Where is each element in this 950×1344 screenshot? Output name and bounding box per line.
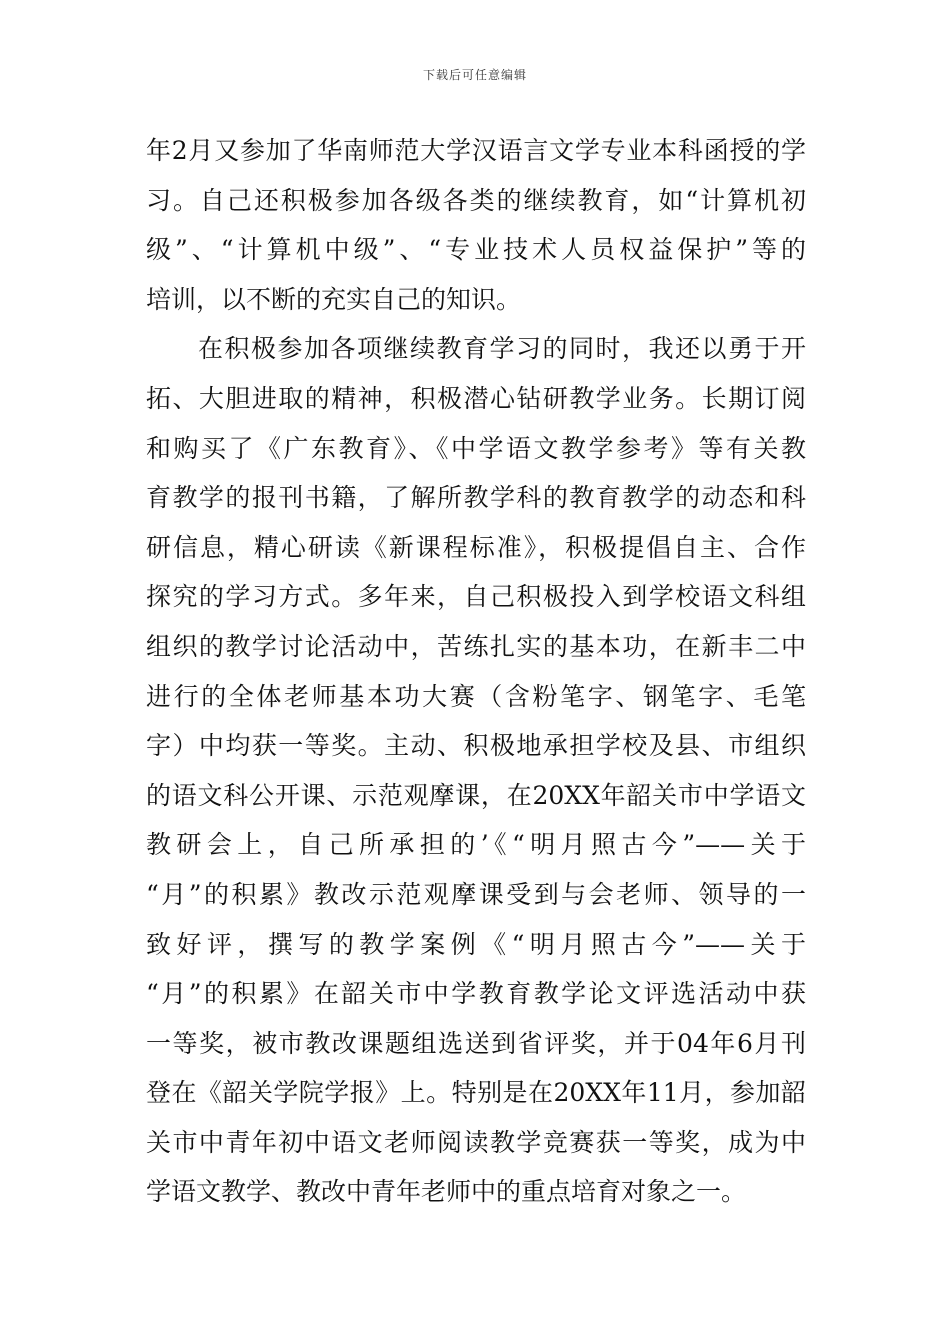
text-line: 一等奖，被市教改课题组选送到省评奖，并于04年6月刊 bbox=[146, 1028, 806, 1058]
text-line: “月”的积累》在韶关市中学教育教学论文评选活动中获 bbox=[146, 979, 806, 1009]
text-line: 探究的学习方式。多年来，自己积极投入到学校语文科组 bbox=[146, 582, 806, 612]
text-line: 育教学的报刊书籍，了解所教学科的教育教学的动态和科 bbox=[146, 483, 806, 513]
text-line: 字）中均获一等奖。主动、积极地承担学校及县、市组织 bbox=[146, 731, 806, 761]
text-line: 进行的全体老师基本功大赛（含粉笔字、钢笔字、毛笔 bbox=[146, 681, 806, 711]
text-line: 习。自己还积极参加各级各类的继续教育，如“计算机初 bbox=[146, 185, 806, 215]
text-line: 学语文教学、教改中青年老师中的重点培育对象之一。 bbox=[146, 1177, 747, 1207]
text-line: 和购买了《广东教育》、《中学语文教学参考》等有关教 bbox=[146, 433, 806, 463]
text-line: 拓、大胆进取的精神，积极潜心钻研教学业务。长期订阅 bbox=[146, 383, 806, 413]
text-line: 年2月又参加了华南师范大学汉语言文学专业本科函授的学 bbox=[146, 136, 806, 165]
text-line: 研信息，精心研读《新课程标准》，积极提倡自主、合作 bbox=[146, 532, 806, 562]
paragraph-2 bbox=[146, 324, 806, 1217]
text-line: 致好评，撰写的教学案例《“明月照古今”——关于 bbox=[146, 929, 806, 959]
text-line: 教研会上，自己所承担的’《“明月照古今”——关于 bbox=[146, 830, 806, 860]
text-line: 关市中青年初中语文老师阅读教学竞赛获一等奖，成为中 bbox=[146, 1127, 806, 1157]
paragraph-1 bbox=[146, 126, 806, 324]
text-line: 的语文科公开课、示范观摩课，在20XX年韶关市中学语文 bbox=[146, 780, 806, 810]
text-line: 级”、“计算机中级”、“专业技术人员权益保护”等的 bbox=[146, 235, 806, 265]
header-note: 下载后可任意编辑 bbox=[422, 68, 527, 82]
text-line: 登在《韶关学院学报》上。特别是在20XX年11月，参加韶 bbox=[146, 1078, 806, 1108]
text-line: 培训，以不断的充实自己的知识。 bbox=[146, 284, 522, 314]
text-line: 组织的教学讨论活动中，苦练扎实的基本功，在新丰二中 bbox=[146, 631, 806, 661]
text-line: “月”的积累》教改示范观摩课受到与会老师、领导的一 bbox=[146, 879, 806, 909]
body-text bbox=[146, 126, 806, 1217]
text-line: 在积极参加各项继续教育学习的同时，我还以勇于开 bbox=[198, 334, 806, 364]
